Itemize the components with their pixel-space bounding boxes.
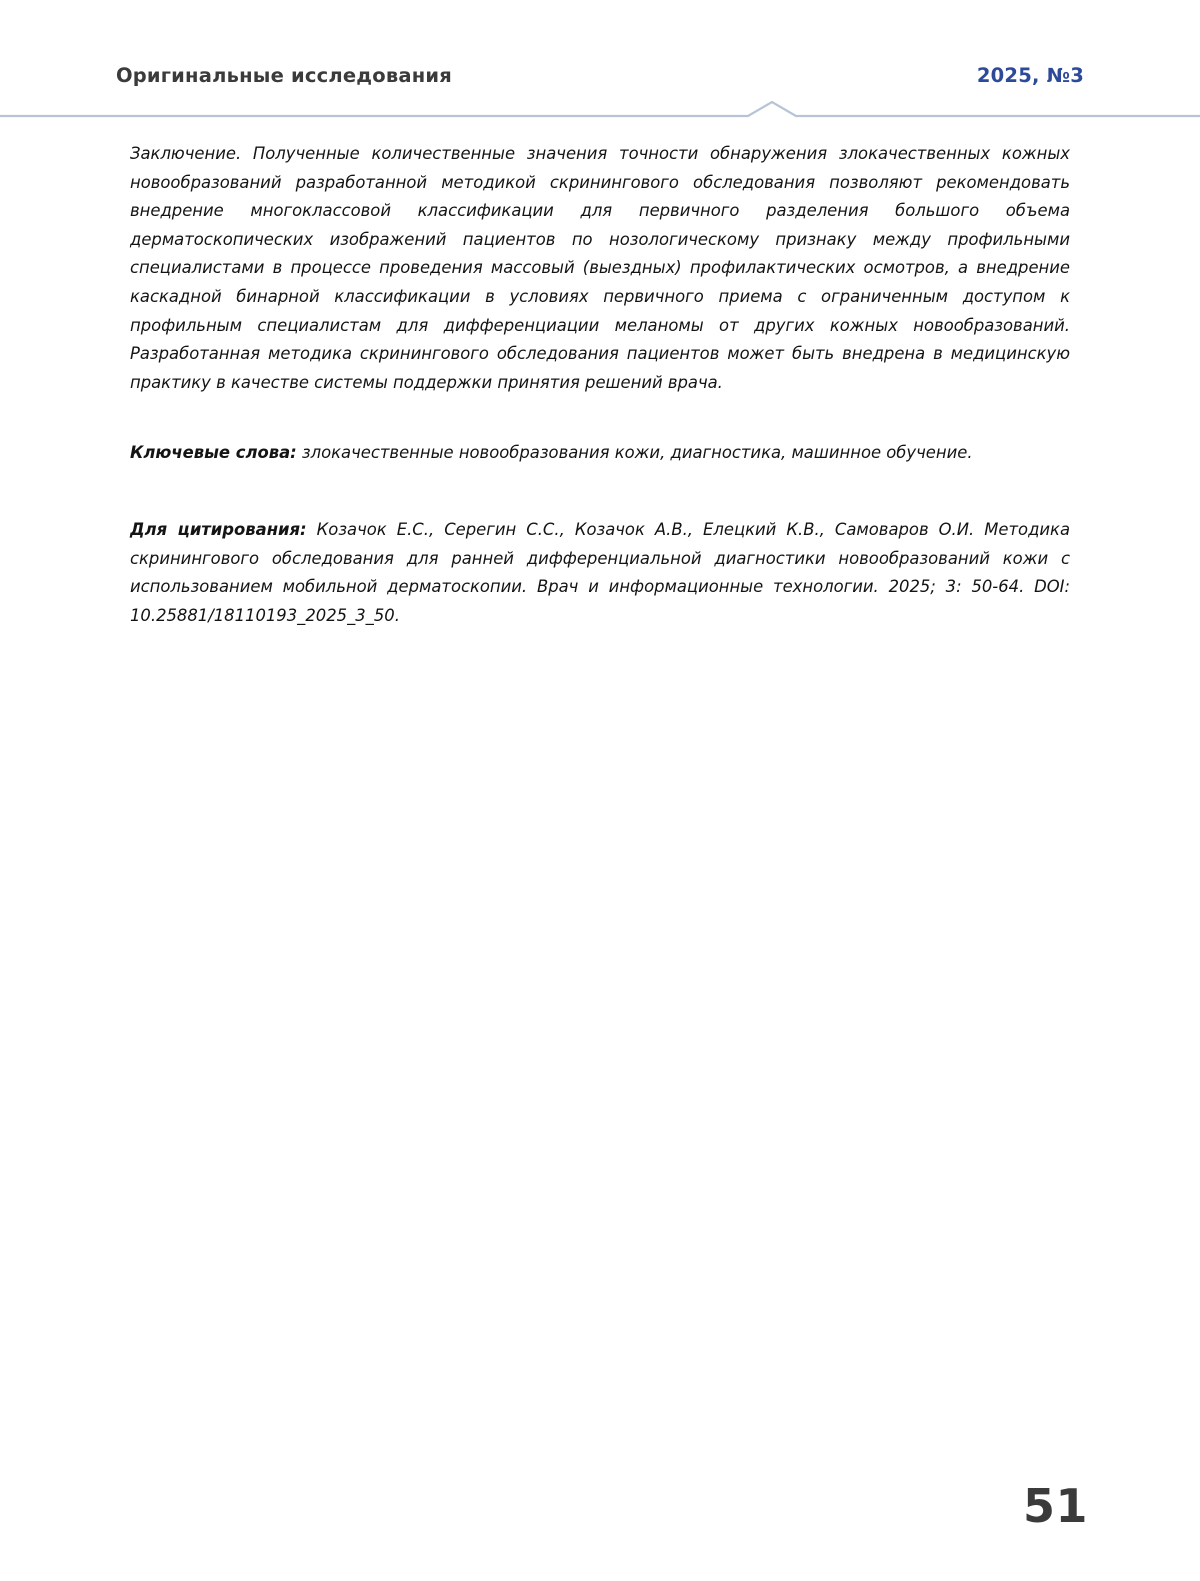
keywords-text: злокачественные новообразования кожи, диагностика, машинное обучение. — [296, 443, 973, 463]
article-abstract-content — [130, 140, 1070, 630]
header-section-title: Оригинальные исследования — [116, 64, 453, 87]
header-divider-rule — [0, 100, 1200, 122]
page-number: 51 — [1022, 1479, 1088, 1533]
header-issue-label: 2025, №3 — [976, 64, 1084, 87]
citation-label: Для цитирования: — [130, 519, 307, 539]
keywords-paragraph — [130, 439, 1070, 468]
page-header — [0, 58, 1200, 118]
conclusion-label: Заключение. — [130, 144, 242, 163]
conclusion-text: Полученные количественные значения точности обнаружения злокачественных кожных новообразований разработанной методикой скринингового обследования позволяют рекомендовать внедрение многоклассовой классификации для первичного разделения большого объема дерматоскопических изображений пациентов по нозологическому признаку между профильными специалистами в процессе проведения массовый (выездных) профилактических осмотров, а внедрение каскадной бинарной классификации в условиях первичного приема с ограниченным доступом к профильным специалистам для дифференциации меланомы от других кожных новообразований. Разработанная методика скринингового обследования пациентов может быть внедрена в медицинскую практику в качестве системы поддержки принятия решений врача. — [130, 144, 1070, 392]
citation-paragraph — [130, 516, 1070, 630]
conclusion-paragraph — [130, 140, 1070, 397]
keywords-label: Ключевые слова: — [130, 443, 297, 463]
citation-text: Козачок Е.С., Серегин С.С., Козачок А.В., Елецкий К.В., Самоваров О.И. Методика скринингового обследования для ранней дифференциальной диагностики новообразований кожи с использованием мобильной дерматоскопии. Врач и информационные технологии. 2025; 3: 50-64. DOI: 10.25881/18110193_2025_3_50. — [130, 519, 1071, 625]
